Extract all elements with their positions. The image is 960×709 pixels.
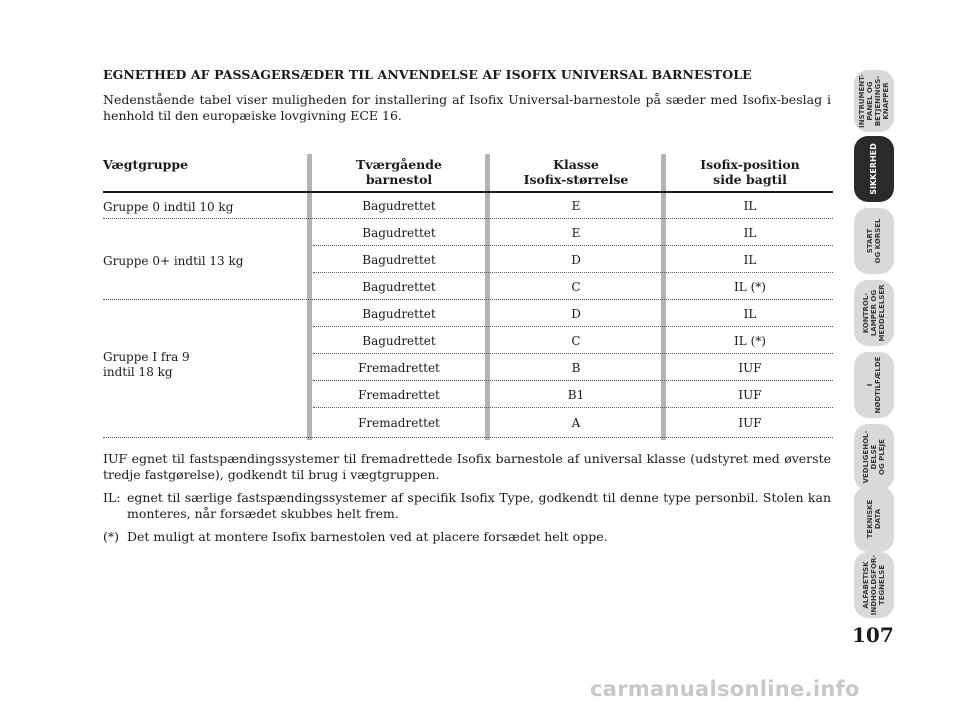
header-size-class-line2: Isofix-størrelse bbox=[523, 172, 629, 187]
header-size-class bbox=[491, 157, 661, 187]
row-divider bbox=[313, 407, 833, 408]
note-il-text: egnet til særlige fastspændingssystemer af specifik Isofix Type, godkendt til denne type personbil. Stolen kan monteres, når forsædet skubbes helt frem. bbox=[127, 490, 831, 521]
tab-alfabetisk-indhold[interactable] bbox=[854, 552, 894, 618]
cell-position: IUF bbox=[738, 388, 762, 402]
cell-orientation: Fremadrettet bbox=[358, 361, 440, 375]
cell-position: IUF bbox=[738, 416, 762, 430]
group-1-label-line1: Gruppe I fra 9 bbox=[103, 350, 190, 364]
tab-label: TEKNISKE DATA bbox=[866, 499, 882, 539]
column-divider bbox=[485, 154, 490, 440]
row-divider bbox=[103, 299, 833, 300]
row-divider bbox=[103, 218, 833, 219]
tab-label: I NØDTILFÆLDE bbox=[866, 356, 882, 414]
watermark: carmanualsonline.info bbox=[590, 677, 860, 701]
row-divider bbox=[313, 353, 833, 354]
note-asterisk-text: Det muligt at montere Isofix barnestolen ved at placere forsædet helt oppe. bbox=[127, 529, 608, 544]
note-iuf: IUF egnet til fastspændingssystemer til fremadrettede Isofix barnestole af universal klasse (udstyret med øverste tredje fastgørelse), godkendt til brug i vægtgruppen. bbox=[103, 451, 831, 482]
footnotes bbox=[103, 451, 831, 552]
cell-position: IUF bbox=[738, 361, 762, 375]
cell-orientation: Bagudrettet bbox=[362, 307, 436, 321]
header-orientation-line2: barnestol bbox=[365, 172, 433, 187]
row-divider bbox=[103, 437, 833, 438]
note-asterisk bbox=[103, 529, 831, 545]
group-0plus-label: Gruppe 0+ indtil 13 kg bbox=[103, 254, 244, 268]
row-divider bbox=[313, 326, 833, 327]
tab-i-nodtilfaelde[interactable] bbox=[854, 352, 894, 418]
header-size-class-line1: Klasse bbox=[553, 157, 599, 172]
cell-orientation: Bagudrettet bbox=[362, 334, 436, 348]
cell-size: C bbox=[571, 334, 581, 348]
cell-orientation: Bagudrettet bbox=[362, 199, 436, 213]
note-asterisk-label: (*) bbox=[103, 529, 120, 544]
header-weight-group: Vægtgruppe bbox=[103, 157, 189, 172]
tab-label: KONTROL- LAMPER OG MEDDELELSER bbox=[862, 284, 886, 342]
tab-kontrollamper[interactable] bbox=[854, 280, 894, 346]
header-isofix-position-line1: Isofix-position bbox=[700, 157, 800, 172]
isofix-table bbox=[103, 154, 833, 440]
cell-position: IL bbox=[743, 226, 757, 240]
cell-orientation: Fremadrettet bbox=[358, 388, 440, 402]
tab-instrumentpanel[interactable] bbox=[854, 70, 894, 132]
cell-orientation: Fremadrettet bbox=[358, 416, 440, 430]
header-rule bbox=[103, 191, 833, 193]
cell-size: B1 bbox=[567, 388, 585, 402]
cell-orientation: Bagudrettet bbox=[362, 226, 436, 240]
header-isofix-position-line2: side bagtil bbox=[713, 172, 787, 187]
tab-vedligeholdelse[interactable] bbox=[854, 424, 894, 490]
row-divider bbox=[313, 245, 833, 246]
cell-position: IL bbox=[743, 307, 757, 321]
row-divider bbox=[313, 272, 833, 273]
intro-paragraph: Nedenstående tabel viser muligheden for installering af Isofix Universal-barnestole på sæder med Isofix-beslag i henhold til den europæiske lovgivning ECE 16. bbox=[103, 92, 831, 123]
note-il-label: IL: bbox=[103, 490, 121, 505]
tab-label: INSTRUMENT- PANEL OG BETJENINGS- KNAPPER bbox=[858, 74, 890, 128]
tab-tekniske-data[interactable] bbox=[854, 486, 894, 552]
header-isofix-position bbox=[667, 157, 833, 187]
tab-sikkerhed[interactable] bbox=[854, 136, 894, 202]
tab-label: ALFABETISK INDHOLDSFOR- TEGNELSE bbox=[862, 554, 886, 616]
tab-start-og-korsel[interactable] bbox=[854, 208, 894, 274]
page-number: 107 bbox=[852, 623, 894, 647]
cell-size: E bbox=[571, 226, 581, 240]
cell-orientation: Bagudrettet bbox=[362, 280, 436, 294]
cell-position: IL bbox=[743, 253, 757, 267]
note-il bbox=[103, 490, 831, 522]
cell-position: IL (*) bbox=[734, 280, 766, 294]
tab-label: SIKKERHED bbox=[869, 143, 878, 195]
cell-size: C bbox=[571, 280, 581, 294]
cell-size: A bbox=[571, 416, 581, 430]
cell-size: D bbox=[571, 253, 581, 267]
cell-size: E bbox=[571, 199, 581, 213]
column-divider bbox=[661, 154, 666, 440]
group-0-label: Gruppe 0 indtil 10 kg bbox=[103, 200, 234, 214]
cell-size: B bbox=[571, 361, 581, 375]
cell-position: IL (*) bbox=[734, 334, 766, 348]
tab-label: START OG KØRSEL bbox=[866, 218, 882, 264]
header-orientation-line1: Tværgående bbox=[356, 157, 442, 172]
cell-position: IL bbox=[743, 199, 757, 213]
section-title: EGNETHED AF PASSAGERSÆDER TIL ANVENDELSE AF ISOFIX UNIVERSAL BARNESTOLE bbox=[103, 67, 752, 82]
tab-label: VEDLIGEHOL- DELSE OG PLEJE bbox=[862, 430, 886, 484]
cell-size: D bbox=[571, 307, 581, 321]
header-orientation bbox=[313, 157, 485, 187]
group-1-label bbox=[103, 350, 190, 380]
row-divider bbox=[313, 380, 833, 381]
column-divider bbox=[307, 154, 312, 440]
cell-orientation: Bagudrettet bbox=[362, 253, 436, 267]
group-1-label-line2: indtil 18 kg bbox=[103, 365, 173, 379]
